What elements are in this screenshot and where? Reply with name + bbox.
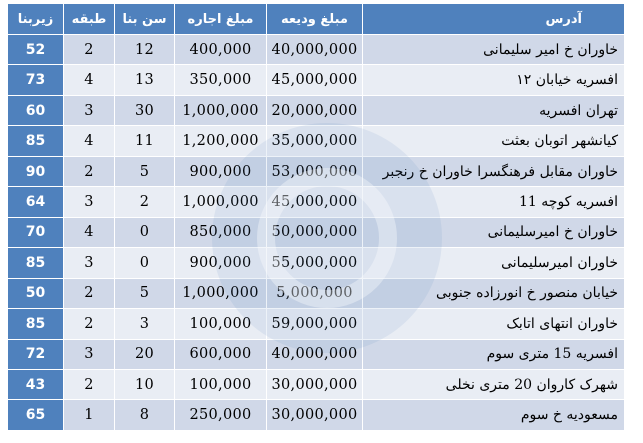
table-row — [8, 248, 625, 278]
cell-area: 65 — [8, 400, 64, 431]
cell-age: 2 — [115, 187, 175, 217]
cell-address: خاوران امیرسلیمانی — [363, 248, 625, 278]
cell-deposit: 59,000,000 — [267, 309, 363, 339]
cell-age: 5 — [115, 156, 175, 186]
cell-deposit: 45,000,000 — [267, 65, 363, 95]
cell-rent: 900,000 — [175, 248, 267, 278]
cell-floor: 3 — [64, 248, 115, 278]
cell-floor: 2 — [64, 35, 115, 65]
cell-address: تهران افسریه — [363, 95, 625, 125]
cell-floor: 1 — [64, 400, 115, 431]
table-row — [8, 369, 625, 399]
cell-deposit: 53,000,000 — [267, 156, 363, 186]
table-body — [8, 35, 625, 431]
header-rent: مبلغ اجاره — [175, 4, 267, 35]
cell-rent: 600,000 — [175, 339, 267, 369]
header-area: زیربنا — [8, 4, 64, 35]
cell-rent: 1,000,000 — [175, 95, 267, 125]
cell-address: کیانشهر اتوبان بعثت — [363, 126, 625, 156]
cell-age: 12 — [115, 35, 175, 65]
cell-deposit: 55,000,000 — [267, 248, 363, 278]
table-row — [8, 156, 625, 186]
cell-area: 43 — [8, 369, 64, 399]
cell-rent: 850,000 — [175, 217, 267, 247]
cell-area: 72 — [8, 339, 64, 369]
cell-floor: 4 — [64, 217, 115, 247]
cell-area: 70 — [8, 217, 64, 247]
cell-address: خاوران خ امیرسلیمانی — [363, 217, 625, 247]
table-row — [8, 187, 625, 217]
table-row — [8, 95, 625, 125]
header-age: سن بنا — [115, 4, 175, 35]
cell-deposit: 40,000,000 — [267, 35, 363, 65]
cell-area: 64 — [8, 187, 64, 217]
cell-rent: 1,000,000 — [175, 187, 267, 217]
table-header-row — [8, 4, 625, 35]
cell-deposit: 35,000,000 — [267, 126, 363, 156]
header-deposit: مبلغ ودیعه — [267, 4, 363, 35]
cell-area: 50 — [8, 278, 64, 308]
table-row — [8, 309, 625, 339]
cell-address: افسریه خیابان ۱۲ — [363, 65, 625, 95]
cell-age: 20 — [115, 339, 175, 369]
cell-age: 3 — [115, 309, 175, 339]
cell-deposit: 20,000,000 — [267, 95, 363, 125]
cell-deposit: 40,000,000 — [267, 339, 363, 369]
cell-age: 30 — [115, 95, 175, 125]
cell-floor: 4 — [64, 65, 115, 95]
cell-rent: 400,000 — [175, 35, 267, 65]
cell-age: 10 — [115, 369, 175, 399]
cell-floor: 3 — [64, 95, 115, 125]
cell-address: خیابان منصور خ انورزاده جنوبی — [363, 278, 625, 308]
cell-address: خاوران خ امیر سلیمانی — [363, 35, 625, 65]
cell-rent: 1,000,000 — [175, 278, 267, 308]
cell-address: افسریه کوچه 11 — [363, 187, 625, 217]
cell-rent: 100,000 — [175, 309, 267, 339]
cell-area: 60 — [8, 95, 64, 125]
listing-table-container — [7, 3, 624, 431]
table-row — [8, 35, 625, 65]
table-row — [8, 217, 625, 247]
cell-rent: 1,200,000 — [175, 126, 267, 156]
cell-age: 13 — [115, 65, 175, 95]
cell-area: 73 — [8, 65, 64, 95]
cell-floor: 3 — [64, 187, 115, 217]
cell-address: مسعودیه خ سوم — [363, 400, 625, 431]
cell-address: خاوران انتهای اتابک — [363, 309, 625, 339]
table-row — [8, 126, 625, 156]
cell-floor: 4 — [64, 126, 115, 156]
cell-age: 0 — [115, 248, 175, 278]
cell-rent: 350,000 — [175, 65, 267, 95]
cell-area: 90 — [8, 156, 64, 186]
cell-rent: 900,000 — [175, 156, 267, 186]
cell-deposit: 30,000,000 — [267, 369, 363, 399]
cell-floor: 2 — [64, 369, 115, 399]
cell-deposit: 50,000,000 — [267, 217, 363, 247]
cell-address: افسریه 15 متری سوم — [363, 339, 625, 369]
cell-rent: 250,000 — [175, 400, 267, 431]
cell-area: 85 — [8, 126, 64, 156]
cell-deposit: 30,000,000 — [267, 400, 363, 431]
table-row — [8, 278, 625, 308]
cell-area: 52 — [8, 35, 64, 65]
cell-age: 8 — [115, 400, 175, 431]
cell-deposit: 5,000,000 — [267, 278, 363, 308]
cell-floor: 3 — [64, 339, 115, 369]
cell-floor: 2 — [64, 309, 115, 339]
cell-area: 85 — [8, 309, 64, 339]
cell-address: شهرک کاروان 20 متری نخلی — [363, 369, 625, 399]
table-row — [8, 339, 625, 369]
cell-address: خاوران مقابل فرهنگسرا خاوران خ رنجبر — [363, 156, 625, 186]
cell-deposit: 45,000,000 — [267, 187, 363, 217]
cell-age: 11 — [115, 126, 175, 156]
header-address: آدرس — [363, 4, 625, 35]
cell-age: 5 — [115, 278, 175, 308]
cell-rent: 100,000 — [175, 369, 267, 399]
table-row — [8, 400, 625, 431]
cell-floor: 2 — [64, 278, 115, 308]
cell-age: 0 — [115, 217, 175, 247]
cell-floor: 2 — [64, 156, 115, 186]
rental-listing-table — [7, 3, 625, 431]
table-row — [8, 65, 625, 95]
cell-area: 85 — [8, 248, 64, 278]
header-floor: طبقه — [64, 4, 115, 35]
